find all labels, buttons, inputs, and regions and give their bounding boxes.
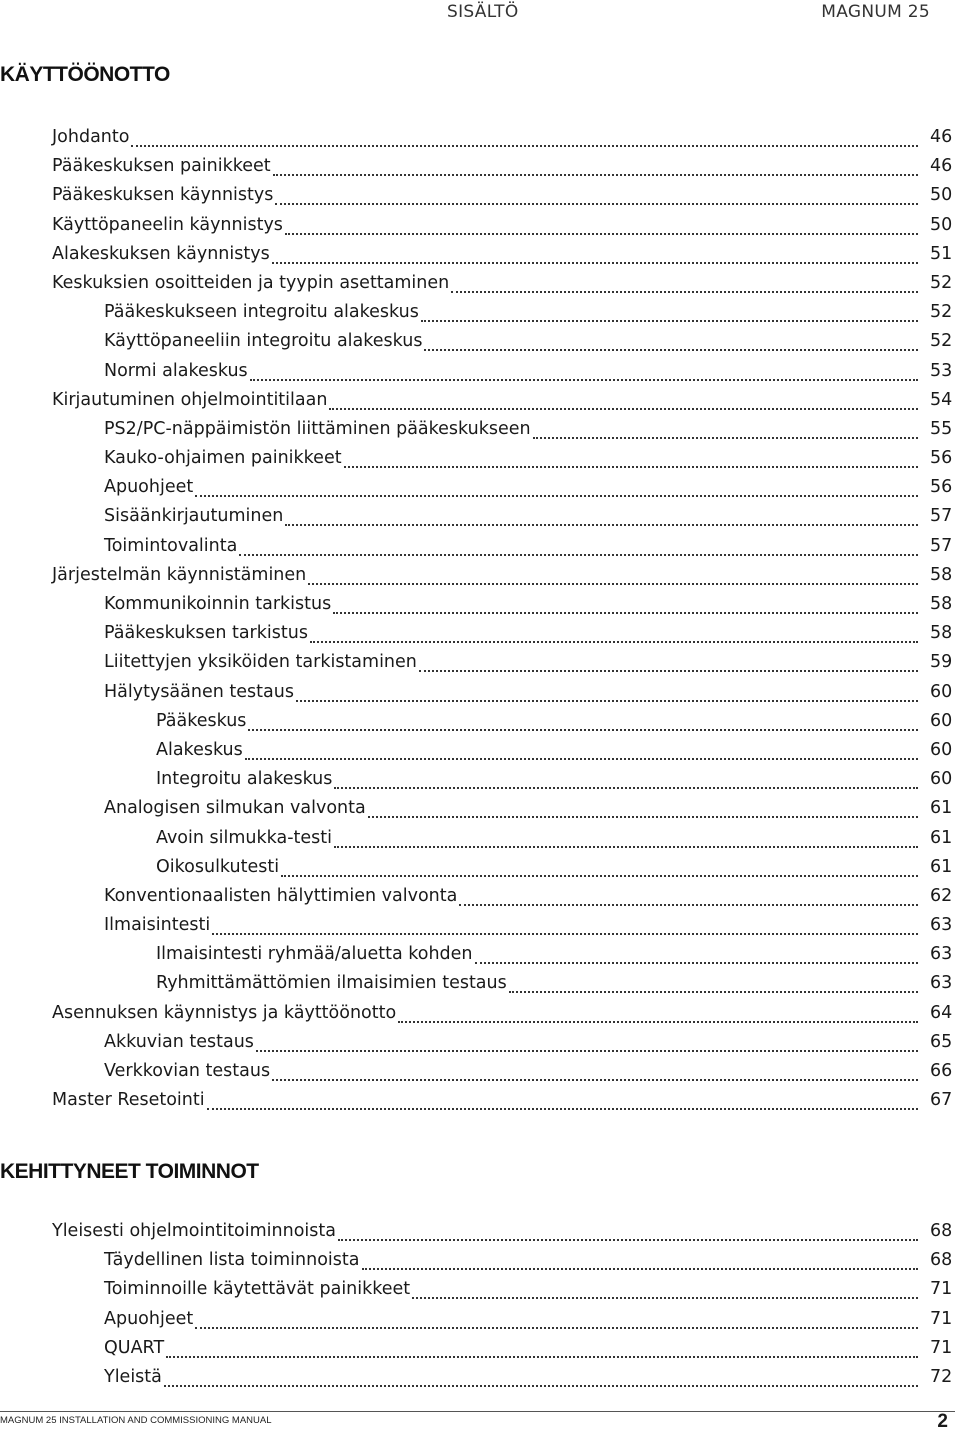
toc-entry-label: Oikosulkutesti: [156, 856, 280, 877]
toc-entry-page: 71: [930, 1279, 953, 1300]
toc-entry-label: Kommunikoinnin tarkistus: [104, 594, 332, 614]
toc-leader-dots: [362, 1248, 919, 1270]
toc-leader-dots: [459, 884, 918, 906]
toc-leader-dots: [256, 1030, 918, 1052]
toc-entry[interactable]: [0, 826, 960, 855]
toc-leader-dots: [296, 680, 918, 702]
toc-leader-dots: [164, 1365, 918, 1387]
toc-entry[interactable]: [0, 271, 960, 300]
toc-entry-page: 46: [930, 127, 953, 147]
toc-leader-dots: [195, 475, 918, 497]
toc-entry[interactable]: [0, 680, 960, 709]
toc-entry[interactable]: [0, 738, 960, 767]
toc-leader-dots: [250, 359, 918, 381]
toc-entry-label: Yleistä: [104, 1366, 162, 1387]
toc-entry[interactable]: [0, 592, 960, 621]
toc-entry[interactable]: [0, 1307, 960, 1336]
toc-leader-dots: [272, 242, 918, 264]
toc-entry-label: Pääkeskuksen painikkeet: [52, 156, 271, 177]
toc-entry-page: 52: [930, 272, 953, 293]
toc-entry-label: Integroitu alakeskus: [156, 769, 333, 790]
toc-entry-page: 52: [930, 331, 953, 352]
toc-entry-page: 63: [930, 915, 953, 936]
toc-leader-dots: [509, 971, 918, 993]
toc-entry-page: 71: [930, 1337, 953, 1358]
toc-entry-page: 58: [930, 623, 953, 644]
toc-entry[interactable]: [0, 709, 960, 738]
toc-entry-label: Apuohjeet: [104, 1308, 194, 1329]
toc-leader-dots: [451, 271, 918, 293]
toc-list-kehittyneet: [0, 1219, 960, 1394]
toc-entry-label: Analogisen silmukan valvonta: [104, 798, 366, 819]
toc-entry-label: Alakeskus: [156, 739, 243, 760]
toc-entry-page: 59: [930, 652, 953, 673]
toc-entry-label: Pääkeskus: [156, 710, 247, 731]
toc-entry-label: Sisäänkirjautuminen: [104, 506, 284, 527]
toc-entry-label: Liitettyjen yksiköiden tarkistaminen: [104, 652, 417, 673]
toc-entry-label: PS2/PC-näppäimistön liittäminen pääkeskukseen: [104, 418, 531, 439]
toc-entry-page: 63: [930, 944, 953, 965]
footer-rule: [0, 1411, 955, 1412]
toc-entry[interactable]: [0, 1088, 960, 1117]
toc-entry-label: Konventionaalisten hälyttimien valvonta: [104, 885, 458, 906]
toc-entry-page: 62: [930, 885, 953, 906]
toc-entry-page: 72: [930, 1366, 953, 1387]
toc-entry-label: Kirjautuminen ohjelmointitilaan: [52, 389, 328, 410]
toc-entry[interactable]: [0, 446, 960, 475]
toc-leader-dots: [368, 796, 918, 818]
toc-leader-dots: [334, 767, 918, 789]
toc-entry-label: Verkkovian testaus: [104, 1061, 271, 1081]
toc-leader-dots: [245, 738, 918, 760]
toc-entry-label: Akkuvian testaus: [104, 1031, 254, 1052]
toc-leader-dots: [338, 1219, 918, 1241]
toc-entry-page: 61: [930, 827, 953, 848]
toc-entry-label: Kauko-ohjaimen painikkeet: [104, 448, 342, 469]
toc-entry-page: 54: [930, 389, 953, 410]
toc-entry-label: Avoin silmukka-testi: [156, 827, 332, 848]
toc-entry-page: 60: [930, 681, 953, 702]
toc-leader-dots: [424, 329, 918, 351]
toc-leader-dots: [419, 650, 918, 672]
toc-entry[interactable]: [0, 300, 960, 329]
toc-leader-dots: [272, 1059, 918, 1081]
section-title-kehittyneet: KEHITTYNEET TOIMINNOT: [0, 1160, 259, 1183]
toc-entry-page: 57: [930, 535, 953, 556]
toc-entry-label: Pääkeskuksen käynnistys: [52, 185, 274, 206]
toc-entry[interactable]: [0, 971, 960, 1000]
toc-entry-page: 61: [930, 856, 953, 877]
toc-leader-dots: [533, 417, 918, 439]
header-section-label: SISÄLTÖ: [447, 2, 519, 22]
toc-entry[interactable]: [0, 242, 960, 271]
toc-entry[interactable]: [0, 213, 960, 242]
toc-entry-page: 60: [930, 769, 953, 790]
header-product-name: MAGNUM 25: [821, 2, 930, 22]
toc-leader-dots: [333, 592, 918, 614]
toc-entry-page: 68: [930, 1221, 953, 1241]
toc-entry-page: 58: [930, 564, 953, 585]
toc-leader-dots: [334, 826, 918, 848]
toc-entry[interactable]: [0, 1365, 960, 1394]
toc-leader-dots: [285, 213, 918, 235]
toc-entry[interactable]: [0, 563, 960, 592]
toc-entry[interactable]: [0, 767, 960, 796]
toc-entry-page: 52: [930, 302, 953, 323]
toc-entry-label: Normi alakeskus: [104, 360, 248, 381]
toc-leader-dots: [308, 563, 918, 585]
toc-entry-label: Ryhmittämättömien ilmaisimien testaus: [156, 973, 507, 994]
toc-entry[interactable]: [0, 125, 960, 154]
toc-entry-page: 67: [930, 1090, 953, 1111]
toc-list-kayttoonotto: [0, 125, 960, 1117]
toc-entry-page: 68: [930, 1250, 953, 1271]
toc-entry-page: 50: [930, 185, 953, 206]
toc-leader-dots: [248, 709, 918, 731]
toc-entry-label: Apuohjeet: [104, 477, 194, 498]
toc-entry-label: Master Resetointi: [52, 1090, 205, 1111]
toc-entry-page: 66: [930, 1061, 953, 1081]
toc-leader-dots: [212, 913, 918, 935]
toc-entry[interactable]: [0, 154, 960, 183]
toc-leader-dots: [285, 504, 918, 526]
toc-entry[interactable]: [0, 388, 960, 417]
toc-entry[interactable]: [0, 1001, 960, 1030]
toc-leader-dots: [310, 621, 918, 643]
toc-entry-page: 63: [930, 973, 953, 994]
toc-leader-dots: [195, 1307, 918, 1329]
toc-entry-page: 58: [930, 594, 953, 614]
toc-entry[interactable]: [0, 534, 960, 563]
toc-leader-dots: [412, 1277, 918, 1299]
toc-entry-label: Ilmaisintesti ryhmää/aluetta kohden: [156, 944, 473, 965]
toc-entry-page: 60: [930, 710, 953, 731]
toc-leader-dots: [475, 942, 918, 964]
toc-entry[interactable]: [0, 1248, 960, 1277]
footer-manual-title: MAGNUM 25 INSTALLATION AND COMMISSIONING MANUAL: [0, 1415, 272, 1426]
toc-leader-dots: [281, 855, 918, 877]
toc-entry[interactable]: [0, 504, 960, 533]
toc-entry-label: Hälytysäänen testaus: [104, 681, 294, 702]
toc-entry[interactable]: [0, 1219, 960, 1248]
footer-page-number: 2: [937, 1411, 948, 1432]
toc-entry[interactable]: [0, 884, 960, 913]
toc-entry[interactable]: [0, 417, 960, 446]
toc-leader-dots: [275, 183, 918, 205]
toc-entry-label: Pääkeskukseen integroitu alakeskus: [104, 302, 419, 323]
toc-entry-label: Asennuksen käynnistys ja käyttöönotto: [52, 1002, 397, 1023]
toc-leader-dots: [273, 154, 918, 176]
toc-entry[interactable]: [0, 650, 960, 679]
toc-leader-dots: [131, 125, 918, 147]
toc-entry-label: Toimintovalinta: [104, 535, 238, 556]
toc-leader-dots: [239, 534, 918, 556]
toc-entry-label: Käyttöpaneeliin integroitu alakeskus: [104, 331, 423, 352]
toc-entry[interactable]: [0, 913, 960, 942]
toc-entry[interactable]: [0, 183, 960, 212]
toc-entry-page: 56: [930, 448, 953, 469]
toc-entry-label: Toiminnoille käytettävät painikkeet: [104, 1279, 411, 1300]
toc-entry-page: 46: [930, 156, 953, 177]
toc-entry-page: 51: [930, 243, 953, 264]
toc-entry[interactable]: [0, 475, 960, 504]
toc-entry[interactable]: [0, 1336, 960, 1365]
toc-entry-label: Pääkeskuksen tarkistus: [104, 623, 308, 644]
toc-entry-page: 64: [930, 1002, 953, 1023]
toc-entry[interactable]: [0, 359, 960, 388]
toc-entry-label: Ilmaisintesti: [104, 915, 211, 936]
toc-entry-label: QUART: [104, 1337, 165, 1358]
toc-entry-page: 57: [930, 506, 953, 527]
toc-leader-dots: [421, 300, 918, 322]
toc-leader-dots: [329, 388, 918, 410]
toc-leader-dots: [166, 1336, 918, 1358]
toc-entry-label: Järjestelmän käynnistäminen: [52, 564, 307, 585]
toc-entry-page: 61: [930, 798, 953, 819]
toc-entry[interactable]: [0, 1277, 960, 1306]
toc-entry-page: 53: [930, 360, 953, 381]
toc-entry[interactable]: [0, 1059, 960, 1088]
section-title-kayttoonotto: KÄYTTÖÖNOTTO: [0, 63, 170, 86]
toc-entry[interactable]: [0, 621, 960, 650]
toc-entry[interactable]: [0, 942, 960, 971]
toc-entry-label: Käyttöpaneelin käynnistys: [52, 214, 283, 235]
toc-entry-page: 60: [930, 739, 953, 760]
toc-entry-page: 56: [930, 477, 953, 498]
toc-entry[interactable]: [0, 855, 960, 884]
toc-entry-label: Täydellinen lista toiminnoista: [104, 1250, 360, 1271]
toc-entry-label: Johdanto: [52, 127, 130, 147]
toc-entry[interactable]: [0, 796, 960, 825]
toc-entry-page: 50: [930, 214, 953, 235]
toc-leader-dots: [207, 1088, 918, 1110]
toc-entry-label: Yleisesti ohjelmointitoiminnoista: [52, 1221, 336, 1241]
toc-entry[interactable]: [0, 329, 960, 358]
toc-entry-page: 65: [930, 1031, 953, 1052]
toc-entry-page: 55: [930, 418, 953, 439]
toc-leader-dots: [344, 446, 918, 468]
toc-entry-label: Alakeskuksen käynnistys: [52, 243, 270, 264]
toc-entry[interactable]: [0, 1030, 960, 1059]
toc-leader-dots: [398, 1001, 918, 1023]
toc-entry-label: Keskuksien osoitteiden ja tyypin asettaminen: [52, 272, 450, 293]
toc-entry-page: 71: [930, 1308, 953, 1329]
